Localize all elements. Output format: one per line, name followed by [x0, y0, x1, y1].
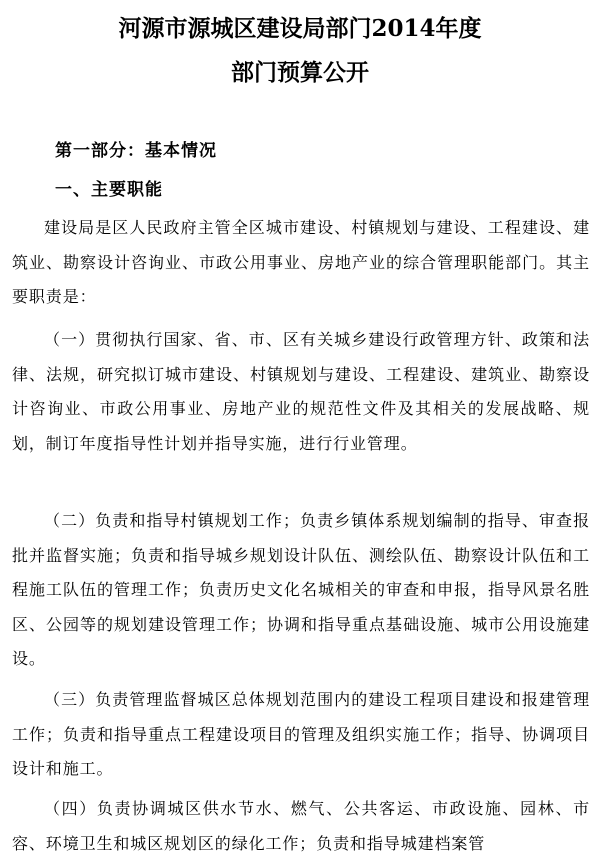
duty-paragraph-2: （二）负责和指导村镇规划工作；负责乡镇体系规划编制的指导、审查报批并监督实施；负责和指导城乡规划设计队伍、测绘队伍、勘察设计队伍和工程施工队伍的管理工作；负责历史文化名城相关的审查和申报，指导风景名胜区、公园等的规划建设管理工作；协调和指导重点基础设施、城市公用设施建设。	[12, 511, 590, 668]
document-title-line1: 河源市源城区建设局部门2014年度	[118, 15, 482, 42]
duty-paragraph-3: （三）负责管理监督城区总体规划范围内的建设工程项目建设和报建管理工作；负责和指导重点工程建设项目的管理及组织实施工作；指导、协调项目设计和施工。	[12, 690, 590, 778]
part-heading: 第一部分：基本情况	[55, 141, 217, 161]
duty-paragraph-1: （一）贯彻执行国家、省、市、区有关城乡建设行政管理方针、政策和法律、法规，研究拟订城市建设、村镇规划与建设、工程建设、建筑业、勘察设计咨询业、市政公用事业、房地产业的规范性文件及其相关的发展战略、规划，制订年度指导性计划并指导实施，进行行业管理。	[12, 330, 590, 453]
section-heading: 一、主要职能	[55, 180, 163, 200]
duty-paragraph-4: （四）负责协调城区供水节水、燃气、公共客运、市政设施、园林、市容、环境卫生和城区规划区的绿化工作；负责和指导城建档案管	[12, 799, 590, 853]
intro-paragraph: 建设局是区人民政府主管全区城市建设、村镇规划与建设、工程建设、建筑业、勘察设计咨询业、市政公用事业、房地产业的综合管理职能部门。其主要职责是：	[12, 218, 590, 306]
document-title-line2: 部门预算公开	[231, 59, 369, 86]
